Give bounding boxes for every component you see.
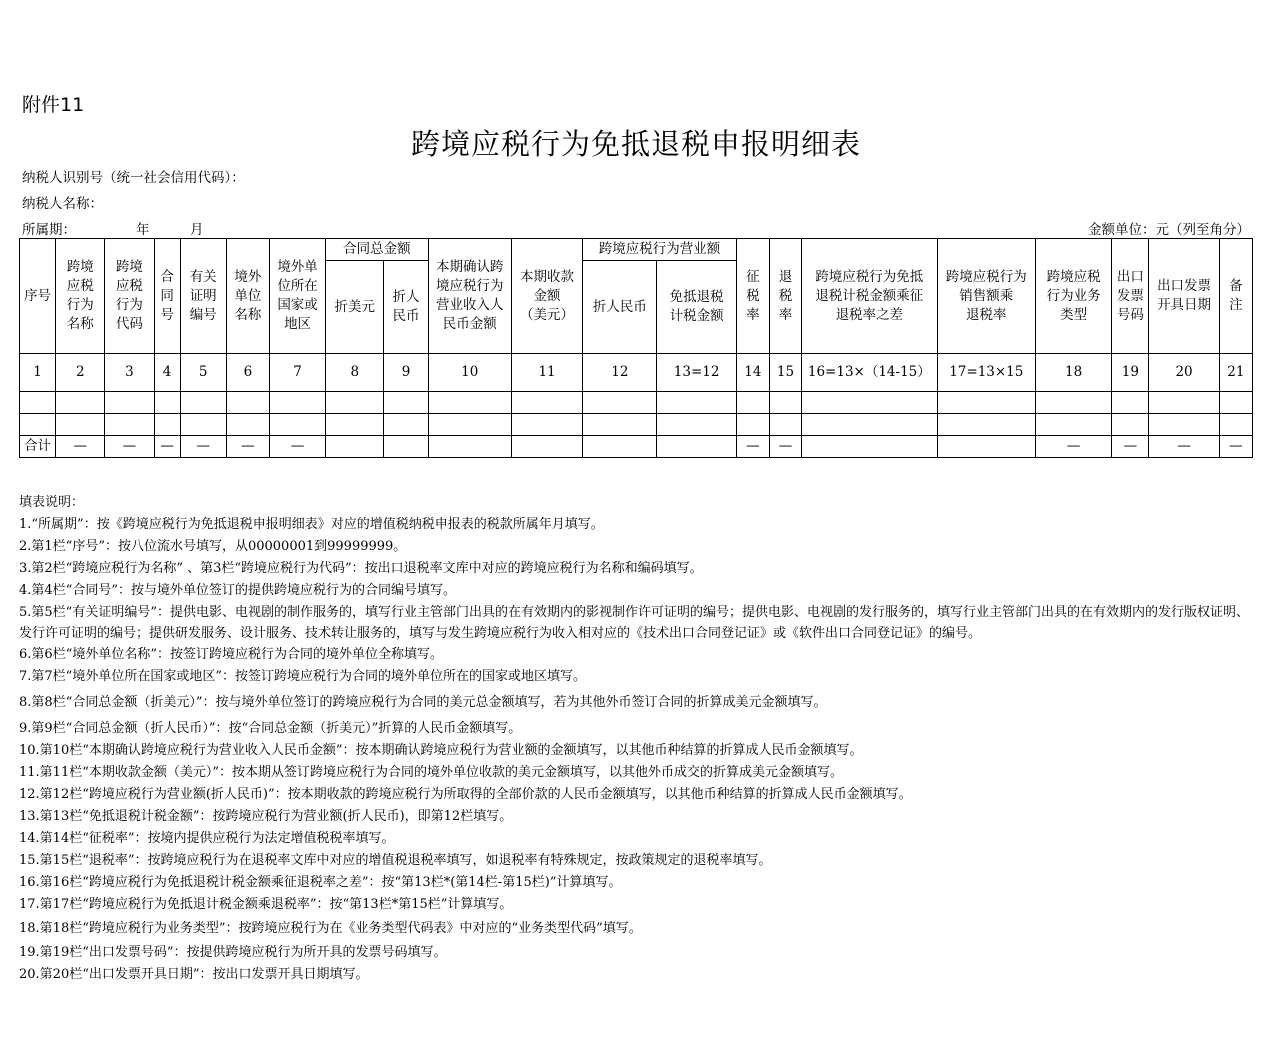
table-cell[interactable] [326, 436, 384, 458]
col-number: 1 [20, 354, 56, 392]
dash-cell: — [1112, 436, 1149, 458]
table-cell[interactable] [802, 436, 938, 458]
total-row [20, 436, 1253, 458]
dash-cell: — [1149, 436, 1219, 458]
note-item: 20.第20栏“出口发票开具日期”：按出口发票开具日期填写。 [19, 967, 369, 982]
col-number: 5 [180, 354, 226, 392]
table-cell[interactable] [105, 414, 154, 436]
table-cell[interactable] [657, 436, 736, 458]
header-col-1: 序号 [20, 239, 56, 354]
col-number: 4 [154, 354, 180, 392]
table-row [20, 414, 1253, 436]
table-cell[interactable] [20, 414, 56, 436]
table-cell[interactable] [802, 414, 938, 436]
header-group-contract: 合同总金额 [326, 239, 428, 261]
table-cell[interactable] [326, 392, 384, 414]
table-cell[interactable] [20, 392, 56, 414]
table-cell[interactable] [1219, 392, 1252, 414]
note-item: 17.第17栏“跨境应税行为免抵退计税金额乘退税率”：按“第13栏*第15栏”计算填写。 [19, 897, 513, 912]
header-group-revenue: 跨境应税行为营业额 [583, 239, 737, 261]
col-number: 9 [384, 354, 428, 392]
header-col-9: 折人 民币 [384, 261, 428, 354]
table-cell[interactable] [180, 392, 226, 414]
table-cell[interactable] [511, 414, 582, 436]
col-number: 10 [428, 354, 511, 392]
dash-cell: — [1219, 436, 1252, 458]
table-cell[interactable] [105, 392, 154, 414]
table-cell[interactable] [937, 436, 1035, 458]
col-number: 21 [1219, 354, 1252, 392]
dash-cell: — [56, 436, 105, 458]
header-col-12: 折人民币 [583, 261, 657, 354]
col-number: 14 [736, 354, 769, 392]
col-number: 15 [769, 354, 801, 392]
table-cell[interactable] [384, 414, 428, 436]
header-col-6: 境外 单位 名称 [226, 239, 269, 354]
header-col-20: 出口发票 开具日期 [1149, 239, 1219, 354]
table-cell[interactable] [769, 414, 801, 436]
header-col-13: 免抵退税 计税金额 [657, 261, 736, 354]
dash-cell: — [769, 436, 801, 458]
table-cell[interactable] [1149, 414, 1219, 436]
col-number: 8 [326, 354, 384, 392]
table-cell[interactable] [1112, 414, 1149, 436]
declaration-table [19, 238, 1253, 458]
table-cell[interactable] [583, 392, 657, 414]
table-cell[interactable] [802, 392, 938, 414]
header-col-16: 跨境应税行为免抵 退税计税金额乘征 退税率之差 [802, 239, 938, 354]
taxpayer-id-label: 纳税人识别号（统一社会信用代码）： [22, 170, 245, 186]
table-cell[interactable] [226, 392, 269, 414]
table-cell[interactable] [583, 436, 657, 458]
note-item: 10.第10栏“本期确认跨境应税行为营业收入人民币金额”：按本期确认跨境应税行为营业额的金额填写，以其他币种结算的折算成人民币金额填写。 [19, 743, 863, 758]
header-col-19: 出口 发票 号码 [1112, 239, 1149, 354]
col-number: 2 [56, 354, 105, 392]
table-cell[interactable] [428, 392, 511, 414]
note-item: 11.第11栏“本期收款金额（美元）”：按本期从签订跨境应税行为合同的境外单位收款的美元金额填写，以其他外币成交的折算成美元金额填写。 [19, 765, 844, 780]
header-col-11: 本期收款 金额 （美元） [511, 239, 582, 354]
table-cell[interactable] [56, 392, 105, 414]
table-cell[interactable] [1149, 392, 1219, 414]
col-number: 7 [269, 354, 325, 392]
table-cell[interactable] [937, 392, 1035, 414]
table-cell[interactable] [1219, 414, 1252, 436]
dash-cell: — [105, 436, 154, 458]
note-item: 12.第12栏“跨境应税行为营业额(折人民币)”：按本期收款的跨境应税行为所取得的全部价款的人民币金额填写，以其他币种结算的折算成人民币金额填写。 [19, 787, 912, 802]
note-item: 9.第9栏“合同总金额（折人民币）”：按“合同总金额（折美元）”折算的人民币金额填写。 [19, 721, 522, 736]
header-col-5: 有关 证明 编号 [180, 239, 226, 354]
note-item: 5.第5栏“有关证明编号”：提供电影、电视剧的制作服务的，填写行业主管部门出具的在有效期内的影视制作许可证明的编号；提供电影、电视剧的发行服务的，填写行业主管部门出具的在有效期内的发行版权证明、发行许可证明的编号；提供研发服务、设计服务、技术转让服务的，填写与发生跨境应税行为收入相对应的《技术出口合同登记证》或《软件出口合同登记证》的编号。 [19, 605, 1249, 641]
header-col-17: 跨境应税行为 销售额乘 退税率 [937, 239, 1035, 354]
note-item: 1.“所属期”：按《跨境应税行为免抵退税申报明细表》对应的增值税纳税申报表的税款所属年月填写。 [19, 517, 604, 532]
header-row [20, 239, 1253, 261]
table-cell[interactable] [269, 392, 325, 414]
notes-heading: 填表说明： [19, 495, 85, 510]
note-item: 3.第2栏“跨境应税行为名称” 、第3栏“跨境应税行为代码”：按出口退税率文库中对应的跨境应税行为名称和编码填写。 [19, 561, 703, 576]
filling-instructions [19, 492, 1259, 986]
dash-cell: — [226, 436, 269, 458]
note-item: 2.第1栏“序号”：按八位流水号填写，从00000001到99999999。 [19, 539, 407, 554]
table-cell[interactable] [1035, 414, 1111, 436]
table-cell[interactable] [428, 414, 511, 436]
column-number-row [20, 354, 1253, 392]
table-cell[interactable] [937, 414, 1035, 436]
taxpayer-name-label: 纳税人名称： [22, 196, 103, 212]
header-col-15: 退 税 率 [769, 239, 801, 354]
note-item: 15.第15栏“退税率”：按跨境应税行为在退税率文库中对应的增值税退税率填写，如退税率有特殊规定，按政策规定的退税率填写。 [19, 853, 772, 868]
period-label: 所属期： [22, 222, 76, 238]
col-number: 3 [105, 354, 154, 392]
table-cell[interactable] [511, 436, 582, 458]
note-item: 19.第19栏“出口发票号码”：按提供跨境应税行为所开具的发票号码填写。 [19, 945, 447, 960]
header-col-4: 合 同 号 [154, 239, 180, 354]
header-col-10: 本期确认跨 境应税行为 营业收入人 民币金额 [428, 239, 511, 354]
dash-cell: — [1035, 436, 1111, 458]
total-label: 合计 [20, 436, 56, 458]
header-col-3: 跨境 应税 行为 代码 [105, 239, 154, 354]
table-cell[interactable] [1112, 392, 1149, 414]
col-number: 11 [511, 354, 582, 392]
table-cell[interactable] [1035, 392, 1111, 414]
header-col-2: 跨境 应税 行为 名称 [56, 239, 105, 354]
table-cell[interactable] [154, 392, 180, 414]
table-cell[interactable] [56, 414, 105, 436]
dash-cell: — [154, 436, 180, 458]
table-cell[interactable] [511, 392, 582, 414]
note-item: 18.第18栏“跨境应税行为业务类型”：按跨境应税行为在《业务类型代码表》中对应的“业务类型代码”填写。 [19, 921, 642, 936]
table-cell[interactable] [384, 392, 428, 414]
table-cell[interactable] [583, 414, 657, 436]
col-number: 19 [1112, 354, 1149, 392]
col-number: 6 [226, 354, 269, 392]
table-cell[interactable] [180, 414, 226, 436]
note-item: 4.第4栏“合同号”：按与境外单位签订的提供跨境应税行为的合同编号填写。 [19, 583, 456, 598]
table-cell[interactable] [657, 392, 736, 414]
dash-cell: — [180, 436, 226, 458]
table-cell[interactable] [326, 414, 384, 436]
table-cell[interactable] [154, 414, 180, 436]
note-item: 8.第8栏“合同总金额（折美元）”：按与境外单位签订的跨境应税行为合同的美元总金额填写，若为其他外币签订合同的折算成美元金额填写。 [19, 695, 827, 710]
table-cell[interactable] [384, 436, 428, 458]
note-item: 13.第13栏“免抵退税计税金额”：按跨境应税行为营业额(折人民币)，即第12栏填写。 [19, 809, 513, 824]
header-col-14: 征 税 率 [736, 239, 769, 354]
amount-unit-label: 金额单位：元（列至角分） [1088, 222, 1250, 238]
table-row [20, 392, 1253, 414]
form-title: 跨境应税行为免抵退税申报明细表 [410, 127, 861, 161]
dash-cell: — [736, 436, 769, 458]
dash-cell: — [269, 436, 325, 458]
period-month: 月 [190, 222, 204, 238]
col-number: 18 [1035, 354, 1111, 392]
attachment-label: 附件11 [22, 94, 85, 116]
note-item: 6.第6栏“境外单位名称”：按签订跨境应税行为合同的境外单位全称填写。 [19, 647, 443, 662]
table-cell[interactable] [769, 392, 801, 414]
note-item: 7.第7栏“境外单位所在国家或地区”：按签订跨境应税行为合同的境外单位所在的国家或地区填写。 [19, 669, 586, 684]
header-col-8: 折美元 [326, 261, 384, 354]
col-number: 16=13×（14-15） [802, 354, 938, 392]
table-cell[interactable] [736, 414, 769, 436]
period-year: 年 [136, 222, 150, 238]
header-col-21: 备 注 [1219, 239, 1252, 354]
table-cell[interactable] [226, 414, 269, 436]
table-cell[interactable] [736, 392, 769, 414]
col-number: 13=12 [657, 354, 736, 392]
col-number: 17=13×15 [937, 354, 1035, 392]
col-number: 20 [1149, 354, 1219, 392]
table-cell[interactable] [269, 414, 325, 436]
table-cell[interactable] [657, 414, 736, 436]
col-number: 12 [583, 354, 657, 392]
note-item: 14.第14栏“征税率”：按境内提供应税行为法定增值税税率填写。 [19, 831, 395, 846]
table-cell[interactable] [428, 436, 511, 458]
header-col-18: 跨境应税 行为业务 类型 [1035, 239, 1111, 354]
note-item: 16.第16栏“跨境应税行为免抵退税计税金额乘征退税率之差”：按“第13栏*(第14栏-第15栏)”计算填写。 [19, 875, 622, 890]
header-col-7: 境外单 位所在 国家或 地区 [269, 239, 325, 354]
